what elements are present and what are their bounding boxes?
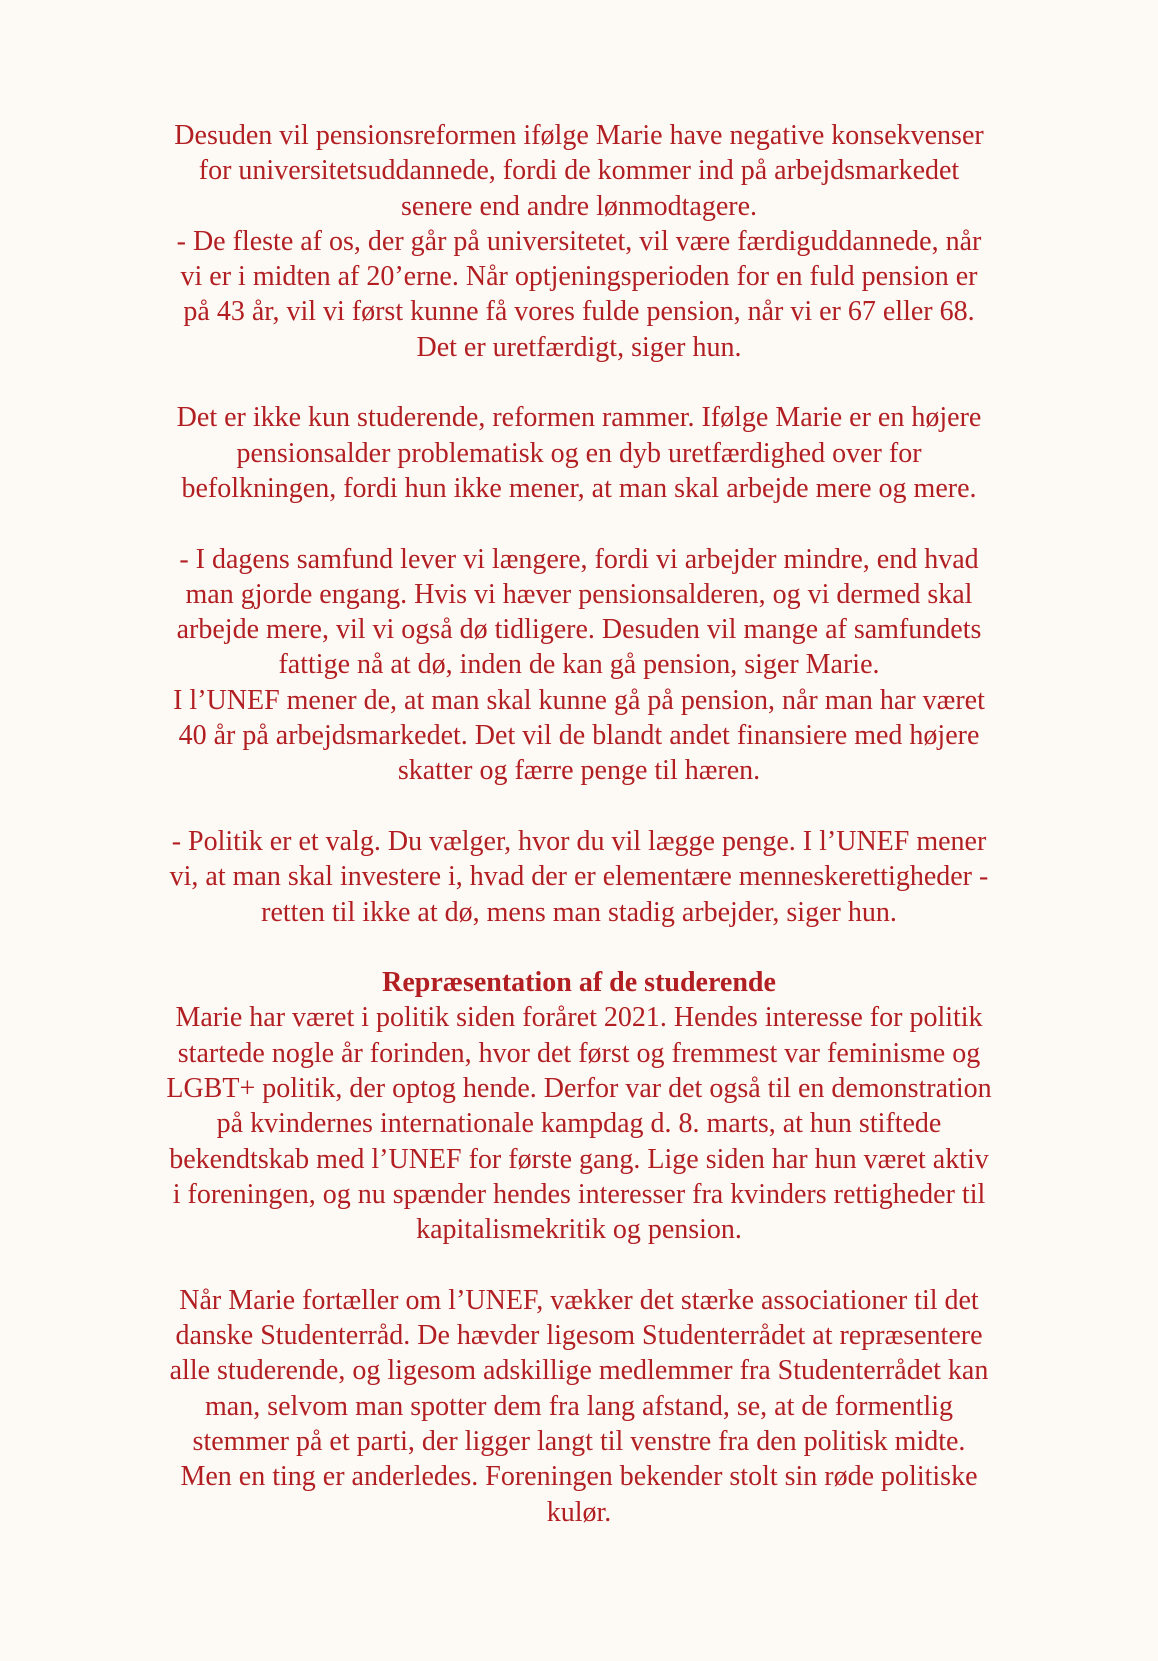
text-line: fattige nå at dø, inden de kan gå pension, siger Marie.	[278, 649, 880, 681]
text-line: pensionsalder problematisk og en dyb uretfærdighed over for	[236, 437, 922, 469]
text-line: Når Marie fortæller om l’UNEF, vækker det stærke associationer til det	[179, 1284, 979, 1316]
paragraph-spacer	[100, 930, 1058, 965]
text-line: vi, at man skal investere i, hvad der er elementære menneskerettigheder -	[169, 861, 989, 893]
text-line: 40 år på arbejdsmarkedet. Det vil de blandt andet finansiere med højere	[178, 720, 980, 752]
text-line: kapitalismekritik og pension.	[416, 1214, 742, 1246]
text-line: - De fleste af os, der går på universitetet, vil være færdiguddannede, når	[176, 225, 982, 257]
paragraph-pension-reform-students	[100, 118, 1058, 365]
text-line: for universitetsuddannede, fordi de kommer ind på arbejdsmarkedet	[198, 155, 960, 187]
text-line: vi er i midten af 20’erne. Når optjeningsperioden for en fuld pension er	[180, 261, 978, 293]
paragraph-society-quote	[100, 542, 1058, 789]
text-line: Det er uretfærdigt, siger hun.	[416, 331, 742, 363]
text-line: kulør.	[546, 1496, 612, 1528]
text-line: - I dagens samfund lever vi længere, fordi vi arbejder mindre, end hvad	[179, 543, 979, 575]
paragraph-spacer	[100, 365, 1058, 400]
text-line: Marie har været i politik siden foråret 2021. Hendes interesse for politik	[175, 1002, 983, 1034]
text-line: bekendtskab med l’UNEF for første gang. Lige siden har hun været aktiv	[169, 1143, 989, 1175]
text-line: befolkningen, fordi hun ikke mener, at man skal arbejde mere og mere.	[181, 472, 977, 504]
text-line: alle studerende, og ligesom adskillige medlemmer fra Studenterrådet kan	[169, 1355, 989, 1387]
text-line: stemmer på et parti, der ligger langt til venstre fra den politisk midte.	[192, 1425, 966, 1457]
text-line: I l’UNEF mener de, at man skal kunne gå på pension, når man har været	[173, 684, 985, 716]
text-line: skatter og færre penge til hæren.	[397, 755, 761, 787]
text-line: man gjorde engang. Hvis vi hæver pensionsalderen, og vi dermed skal	[185, 578, 973, 610]
paragraph-studenterraad-comparison	[100, 1283, 1058, 1530]
paragraph-politics-is-choice	[100, 824, 1058, 930]
text-line: arbejde mere, vil vi også dø tidligere. Desuden vil mange af samfundets	[176, 614, 982, 646]
text-line: retten til ikke at dø, mens man stadig arbejder, siger hun.	[261, 896, 897, 928]
text-line: senere end andre lønmodtagere.	[400, 190, 758, 222]
paragraph-spacer	[100, 506, 1058, 541]
text-line: Men en ting er anderledes. Foreningen bekender stolt sin røde politiske	[180, 1461, 978, 1493]
text-line: LGBT+ politik, der optog hende. Derfor var det også til en demonstration	[166, 1073, 992, 1105]
section-heading: Repræsentation af de studerende	[382, 967, 776, 999]
text-line: startede nogle år forinden, hvor det først og fremmest var feminisme og	[177, 1037, 981, 1069]
paragraph-spacer	[100, 1248, 1058, 1283]
text-line: på kvindernes internationale kampdag d. 8. marts, at hun stiftede	[216, 1108, 942, 1140]
paragraph-spacer	[100, 789, 1058, 824]
text-line: Det er ikke kun studerende, reformen rammer. Ifølge Marie er en højere	[176, 402, 982, 434]
text-line: på 43 år, vil vi først kunne få vores fulde pension, når vi er 67 eller 68.	[183, 296, 975, 328]
text-line: Desuden vil pensionsreformen ifølge Marie have negative konsekvenser	[174, 120, 984, 151]
section-student-representation	[100, 965, 1058, 1247]
paragraph-reform-affects-population	[100, 400, 1058, 506]
text-line: i foreningen, og nu spænder hendes interesser fra kvinders rettigheder til	[172, 1178, 986, 1210]
text-line: man, selvom man spotter dem fra lang afstand, se, at de formentlig	[204, 1390, 953, 1422]
text-line: - Politik er et valg. Du vælger, hvor du vil lægge penge. I l’UNEF mener	[171, 825, 987, 857]
text-line: danske Studenterråd. De hævder ligesom Studenterrådet at repræsentere	[175, 1320, 983, 1352]
